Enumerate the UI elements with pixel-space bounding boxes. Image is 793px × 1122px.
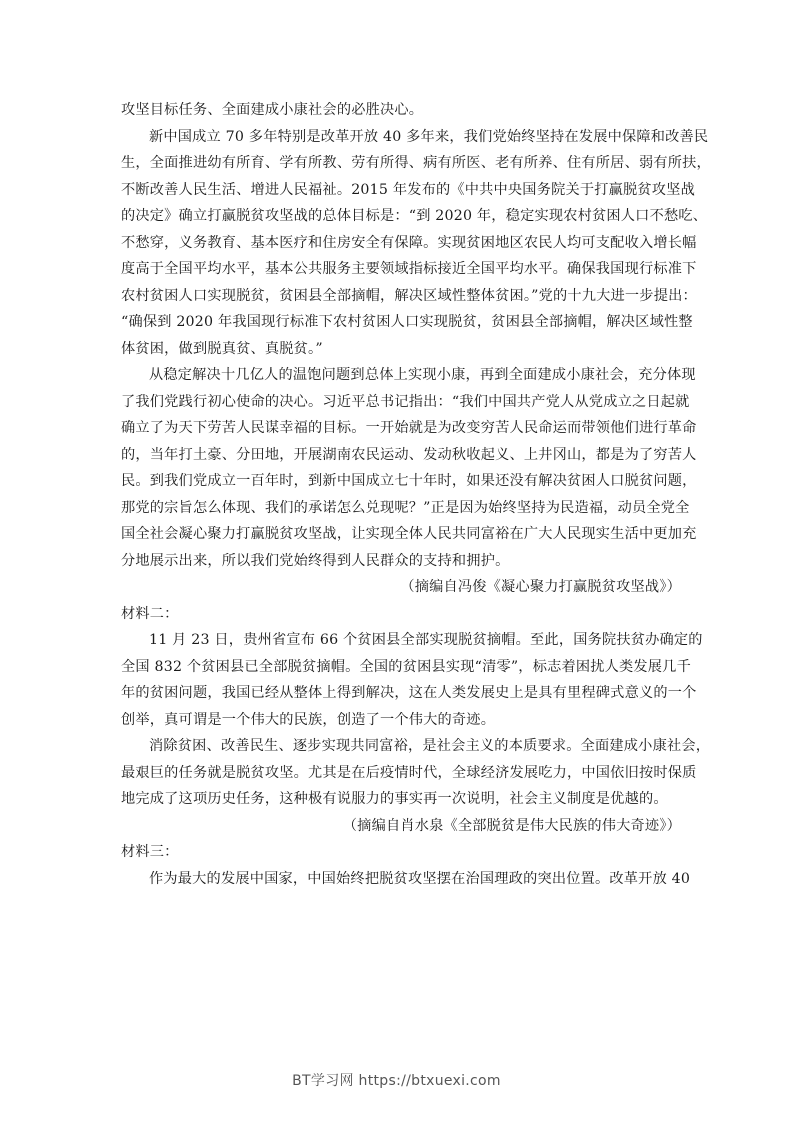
text-line: 度高于全国平均水平，基本公共服务主要领域指标接近全国平均水平。确保我国现行标准下 (121, 261, 697, 277)
paragraph-start-line: 消除贫困、改善民生、逐步实现共同富裕，是社会主义的本质要求。全面建成小康社会， (149, 738, 711, 754)
section-label: 材料三： (121, 844, 179, 860)
text-line: 确立了为天下劳苦人民谋幸福的目标。一开始就是为改变穷苦人民命运而带领他们进行革命 (121, 420, 697, 436)
text-line: 最艰巨的任务就是脱贫攻坚。尤其是在后疫情时代，全球经济发展吃力，中国依旧按时保质 (121, 765, 697, 781)
text-line: 的，当年打土豪、分田地，开展湖南农民运动、发动秋收起义、上井冈山，都是为了穷苦人 (121, 447, 697, 463)
text-line: 分地展示出来，所以我们党始终得到人民群众的支持和拥护。 (121, 553, 510, 569)
text-line: 年的贫困问题，我国已经从整体上得到解决，这在人类发展史上是具有里程碑式意义的一个 (121, 685, 697, 701)
source-citation: （摘编自肖水泉《全部脱贫是伟大民族的伟大奇迹》） (342, 818, 681, 834)
section-label: 材料二： (121, 606, 179, 622)
text-line: 那党的宗旨怎么体现、我们的承诺怎么兑现呢？”正是因为始终坚持为民造福，动员全党全 (121, 500, 690, 516)
paragraph-start-line: 新中国成立 70 多年特别是改革开放 40 多年来，我们党始终坚持在发展中保障和改善民 (149, 129, 709, 145)
paragraph-start-line: 从稳定解决十几亿人的温饱问题到总体上实现小康，再到全面建成小康社会，充分体现 (149, 367, 696, 383)
source-citation: （摘编自冯俊《凝心聚力打赢脱贫攻坚战》） (400, 579, 681, 595)
text-line: 体贫困，做到脱真贫、真脱贫。” (121, 341, 323, 357)
paragraph-start-line: 作为最大的发展中国家，中国始终把脱贫攻坚摆在治国理政的突出位置。改革开放 40 (149, 871, 691, 887)
paragraph-start-line: 11 月 23 日，贵州省宣布 66 个贫困县全部实现脱贫摘帽。至此，国务院扶贫办确定的 (149, 632, 703, 648)
text-line: 不断改善人民生活、增进人民福祉。2015 年发布的《中共中央国务院关于打赢脱贫攻坚战 (121, 182, 695, 198)
text-line: “确保到 2020 年我国现行标准下农村贫困人口实现脱贫，贫困县全部摘帽，解决区域性整 (121, 314, 693, 330)
text-line: 生，全面推进幼有所育、学有所教、劳有所得、病有所医、老有所养、住有所居、弱有所扶， (121, 155, 711, 171)
text-line: 农村贫困人口实现脱贫，贫困县全部摘帽，解决区域性整体贫困。”党的十九大进一步提出： (121, 288, 697, 304)
text-line: 的决定》确立打赢脱贫攻坚战的总体目标是：“到 2020 年，稳定实现农村贫困人口不愁吃、 (121, 208, 708, 224)
watermark-footer: BT学习网 https://btxuexi.com (292, 1073, 501, 1089)
text-line: 创举，真可谓是一个伟大的民族，创造了一个伟大的奇迹。 (121, 712, 496, 728)
text-line: 地完成了这项历史任务，这种极有说服力的事实再一次说明，社会主义制度是优越的。 (121, 791, 668, 807)
text-line: 国全社会凝心聚力打赢脱贫攻坚战，让实现全体人民共同富裕在广大人民现实生活中更加充 (121, 526, 697, 542)
text-line: 全国 832 个贫困县已全部脱贫摘帽。全国的贫困县实现“清零”，标志着困扰人类发展几千 (121, 659, 691, 675)
text-line: 了我们党践行初心使命的决心。习近平总书记指出：“我们中国共产党人从党成立之日起就 (121, 394, 690, 410)
text-line: 不愁穿，义务教育、基本医疗和住房安全有保障。实现贫困地区农民人均可支配收入增长幅 (121, 235, 697, 251)
text-line: 攻坚目标任务、全面建成小康社会的必胜决心。 (121, 102, 424, 118)
text-line: 民。到我们党成立一百年时，到新中国成立七十年时，如果还没有解决贫困人口脱贫问题， (121, 473, 697, 489)
